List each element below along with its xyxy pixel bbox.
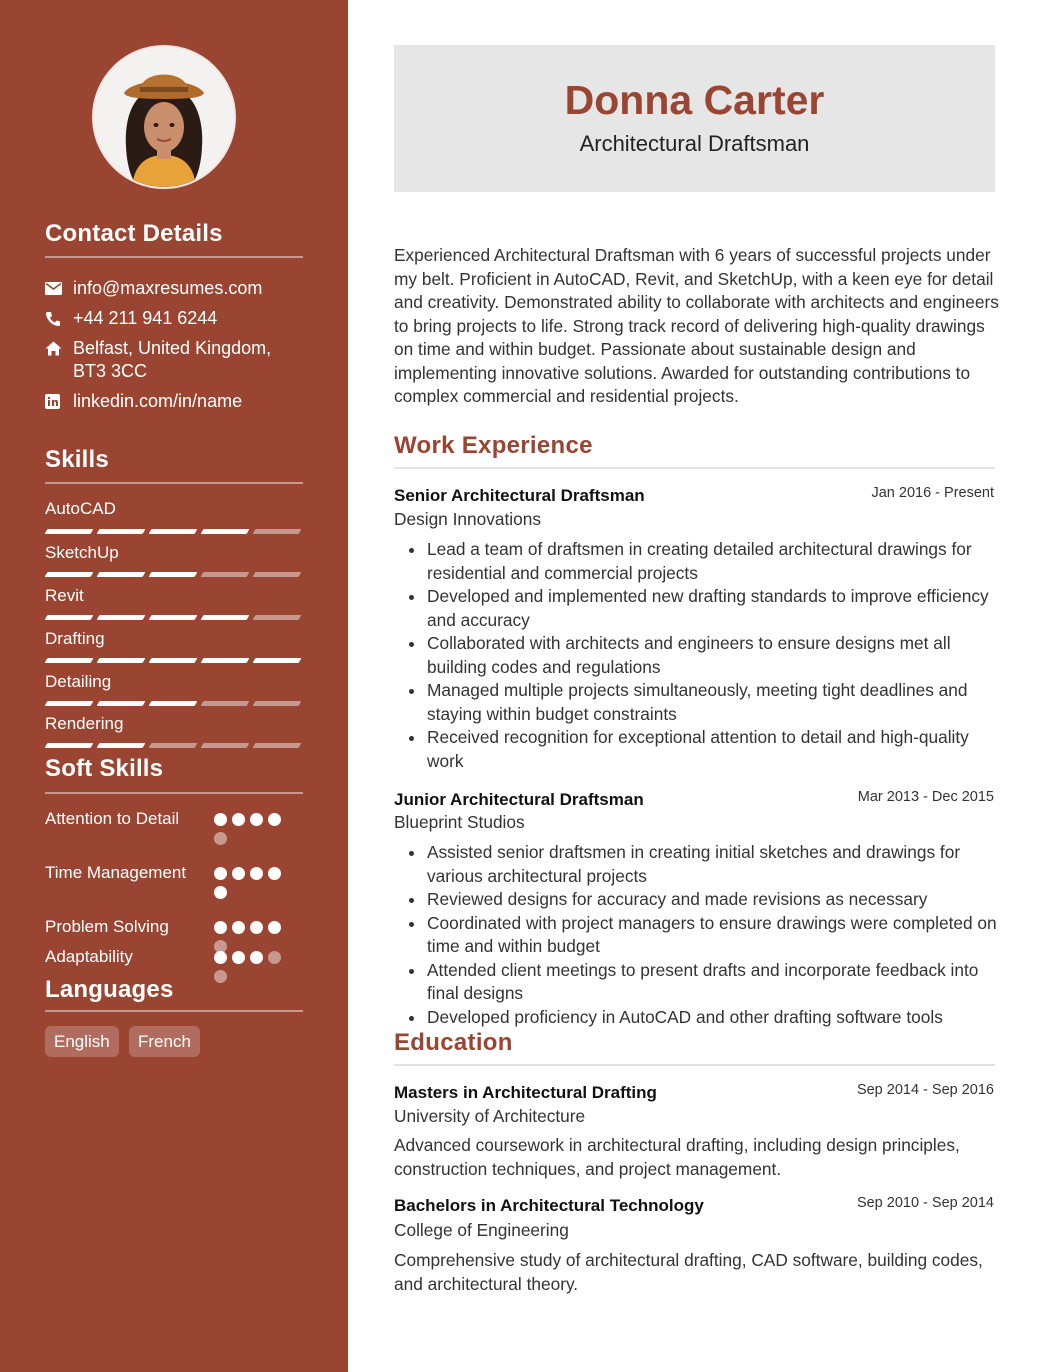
skill-level-segment bbox=[45, 572, 94, 577]
list-item: Managed multiple projects simultaneously, meeting tight deadlines and staying within budget constraints bbox=[394, 679, 999, 726]
language-tag: French bbox=[129, 1026, 200, 1057]
contact-address-text: Belfast, United Kingdom, BT3 3CC bbox=[73, 338, 272, 381]
skill-bar bbox=[46, 529, 300, 534]
skill-level-segment bbox=[45, 529, 94, 534]
soft-skill-name: Time Management bbox=[45, 863, 187, 882]
list-item: Developed proficiency in AutoCAD and other drafting software tools bbox=[394, 1006, 999, 1030]
soft-skill-level-dot bbox=[214, 832, 227, 845]
languages-heading: Languages bbox=[45, 976, 174, 1003]
language-tag: English bbox=[45, 1026, 119, 1057]
education-heading: Education bbox=[394, 1029, 513, 1056]
soft-skill-dots bbox=[214, 921, 294, 953]
soft-skill-level-dot bbox=[250, 951, 263, 964]
contact-linkedin[interactable] bbox=[45, 390, 303, 413]
work-experience-heading: Work Experience bbox=[394, 432, 593, 459]
home-icon bbox=[45, 337, 73, 360]
list-item: Collaborated with architects and engineers to ensure designs met all building codes and regulations bbox=[394, 632, 999, 679]
degree-dates: Sep 2014 - Sep 2016 bbox=[856, 1082, 994, 1098]
degree-title: Bachelors in Architectural Technology bbox=[394, 1196, 704, 1215]
list-item: Coordinated with project managers to ensure drawings were completed on time and within budget bbox=[394, 912, 999, 959]
skill-level-segment bbox=[45, 658, 94, 663]
list-item: Attended client meetings to present drafts and incorporate feedback into final designs bbox=[394, 959, 999, 1006]
skill-name: Rendering bbox=[45, 714, 124, 733]
skill-level-segment bbox=[97, 615, 146, 620]
skill-level-segment bbox=[253, 572, 302, 577]
skill-bar bbox=[46, 701, 300, 706]
skill-level-segment bbox=[201, 615, 250, 620]
school-name: University of Architecture bbox=[394, 1106, 586, 1126]
soft-skill-level-dot bbox=[268, 867, 281, 880]
education-divider bbox=[394, 1064, 995, 1066]
soft-skill-dots bbox=[214, 813, 294, 845]
skill-level-segment bbox=[45, 615, 94, 620]
skill-level-segment bbox=[253, 615, 302, 620]
job-dates: Mar 2013 - Dec 2015 bbox=[857, 789, 994, 805]
skill-level-segment bbox=[97, 572, 146, 577]
list-item: Reviewed designs for accuracy and made revisions as necessary bbox=[394, 888, 999, 912]
soft-skill-level-dot bbox=[232, 951, 245, 964]
candidate-title: Architectural Draftsman bbox=[579, 131, 810, 156]
contact-email[interactable] bbox=[45, 277, 303, 300]
job-title: Senior Architectural Draftsman bbox=[394, 486, 645, 505]
soft-skill-level-dot bbox=[214, 867, 227, 880]
phone-icon bbox=[45, 307, 73, 330]
skill-level-segment bbox=[149, 529, 198, 534]
soft-skill-level-dot bbox=[232, 867, 245, 880]
skill-level-segment bbox=[45, 701, 94, 706]
skill-bar bbox=[46, 743, 300, 748]
school-name: College of Engineering bbox=[394, 1220, 569, 1240]
skill-level-segment bbox=[97, 529, 146, 534]
skill-name: Drafting bbox=[45, 629, 105, 648]
soft-skill-dots bbox=[214, 951, 294, 983]
soft-skills-divider bbox=[45, 792, 303, 794]
degree-title: Masters in Architectural Drafting bbox=[394, 1083, 657, 1102]
skill-level-segment bbox=[97, 743, 146, 748]
languages-divider bbox=[45, 1010, 303, 1012]
skill-name: Detailing bbox=[45, 672, 112, 691]
contact-phone-text: +44 211 941 6244 bbox=[73, 308, 218, 328]
soft-skill-dots bbox=[214, 867, 294, 899]
linkedin-icon bbox=[45, 390, 73, 413]
profile-summary: Experienced Architectural Draftsman with 6 years of successful projects under my belt. Proficient in AutoCAD, Revit, and SketchUp, with a keen eye for detail and creativity. Demonstrated ability to collaborate with architects and engineers to bring projects to life. Strong track record of delivering high-quality drawings on time and within budget. Passionate about sustainable design and implementing innovative solutions. Awarded for outstanding contributions to complex commercial and residential projects. bbox=[394, 245, 999, 406]
skill-level-segment bbox=[149, 615, 198, 620]
skill-level-segment bbox=[97, 658, 146, 663]
skill-name: Revit bbox=[45, 586, 84, 605]
skill-name: SketchUp bbox=[45, 543, 119, 562]
skill-level-segment bbox=[149, 743, 198, 748]
list-item: Lead a team of draftsmen in creating detailed architectural drawings for residential and commercial projects bbox=[394, 538, 999, 585]
profile-photo bbox=[92, 45, 236, 189]
soft-skill-name: Attention to Detail bbox=[45, 809, 180, 828]
soft-skill-level-dot bbox=[250, 867, 263, 880]
job-company: Design Innovations bbox=[394, 509, 541, 529]
degree-dates: Sep 2010 - Sep 2014 bbox=[856, 1195, 994, 1211]
contact-email-text: info@maxresumes.com bbox=[73, 278, 263, 298]
soft-skill-name: Problem Solving bbox=[45, 917, 169, 936]
soft-skill-level-dot bbox=[232, 921, 245, 934]
skill-level-segment bbox=[253, 529, 302, 534]
contact-linkedin-text: linkedin.com/in/name bbox=[73, 391, 243, 411]
skill-level-segment bbox=[149, 701, 198, 706]
soft-skill-level-dot bbox=[232, 813, 245, 826]
skill-level-segment bbox=[201, 743, 250, 748]
soft-skill-level-dot bbox=[268, 921, 281, 934]
skill-level-segment bbox=[149, 572, 198, 577]
contact-phone[interactable] bbox=[45, 307, 303, 330]
contact-address bbox=[45, 337, 303, 383]
skill-bar bbox=[46, 615, 300, 620]
contact-heading: Contact Details bbox=[45, 220, 223, 247]
contact-divider bbox=[45, 256, 303, 258]
skill-level-segment bbox=[253, 701, 302, 706]
soft-skill-level-dot bbox=[214, 886, 227, 899]
work-divider bbox=[394, 467, 995, 469]
soft-skills-heading: Soft Skills bbox=[45, 755, 164, 782]
soft-skill-level-dot bbox=[268, 813, 281, 826]
degree-description: Advanced coursework in architectural drafting, including design principles, construction techniques, and project management. bbox=[394, 1135, 960, 1179]
soft-skill-level-dot bbox=[214, 921, 227, 934]
soft-skill-level-dot bbox=[214, 970, 227, 983]
skill-level-segment bbox=[201, 701, 250, 706]
soft-skill-level-dot bbox=[268, 951, 281, 964]
avatar-illustration bbox=[94, 47, 234, 187]
skill-name: AutoCAD bbox=[45, 499, 116, 518]
list-item: Assisted senior draftsmen in creating initial sketches and drawings for various architectural projects bbox=[394, 841, 999, 888]
soft-skill-name: Adaptability bbox=[45, 947, 133, 966]
job-bullets bbox=[394, 841, 999, 1029]
skill-bar bbox=[46, 658, 300, 663]
soft-skill-level-dot bbox=[214, 813, 227, 826]
candidate-name: Donna Carter bbox=[564, 77, 825, 123]
skill-level-segment bbox=[45, 743, 94, 748]
job-dates: Jan 2016 - Present bbox=[871, 485, 994, 501]
list-item: Received recognition for exceptional attention to detail and high-quality work bbox=[394, 726, 999, 773]
skill-level-segment bbox=[97, 701, 146, 706]
sidebar bbox=[0, 0, 348, 1372]
skill-level-segment bbox=[201, 529, 250, 534]
soft-skill-level-dot bbox=[250, 921, 263, 934]
skill-bar bbox=[46, 572, 300, 577]
job-title: Junior Architectural Draftsman bbox=[394, 790, 644, 809]
skill-level-segment bbox=[201, 658, 250, 663]
skill-level-segment bbox=[201, 572, 250, 577]
skill-level-segment bbox=[149, 658, 198, 663]
skills-divider bbox=[45, 482, 303, 484]
envelope-icon bbox=[45, 277, 73, 300]
skill-level-segment bbox=[253, 743, 302, 748]
list-item: Developed and implemented new drafting standards to improve efficiency and accuracy bbox=[394, 585, 999, 632]
soft-skill-level-dot bbox=[214, 951, 227, 964]
job-bullets bbox=[394, 538, 999, 773]
name-header bbox=[394, 45, 995, 192]
skills-heading: Skills bbox=[45, 446, 109, 473]
soft-skill-level-dot bbox=[250, 813, 263, 826]
degree-description: Comprehensive study of architectural drafting, CAD software, building codes, and architectural theory. bbox=[394, 1250, 983, 1294]
job-company: Blueprint Studios bbox=[394, 812, 525, 832]
skill-level-segment bbox=[253, 658, 302, 663]
